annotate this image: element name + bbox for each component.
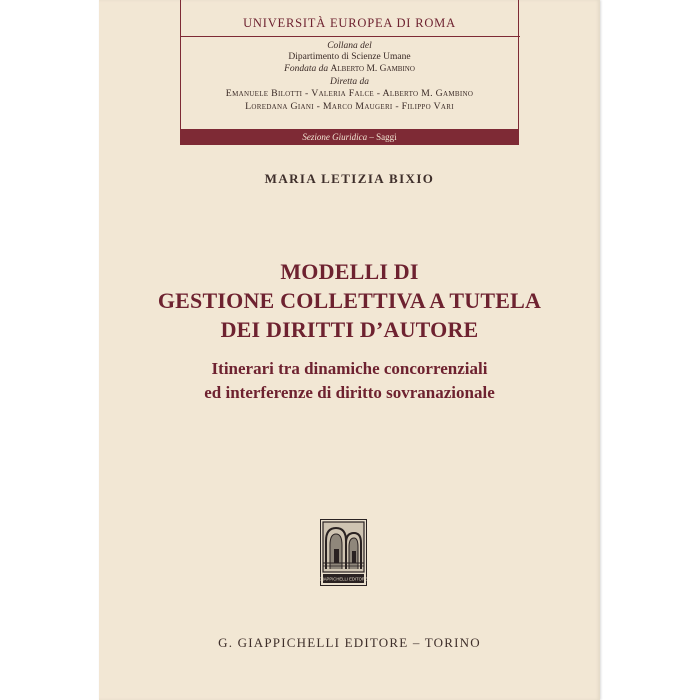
founder-name: Alberto M. Gambino	[330, 64, 415, 75]
title-line-1: MODELLI DI	[280, 259, 419, 284]
book-cover	[99, 0, 600, 700]
directed-label: Diretta da	[330, 77, 369, 88]
publisher-logo-icon	[320, 519, 367, 586]
section-type: Saggi	[376, 132, 397, 142]
directors-line-1: Emanuele Bilotti - Valeria Falce - Alberto M. Gambino	[225, 88, 474, 100]
series-header	[180, 0, 519, 145]
university-name: UNIVERSITÀ EUROPEA DI ROMA	[243, 16, 456, 30]
section-bar	[181, 129, 518, 145]
department-name: Dipartimento di Scienze Umane	[288, 52, 411, 63]
founder-line	[181, 63, 518, 75]
directors-line-2: Loredana Giani - Marco Maugeri - Filippo Vari	[245, 101, 454, 113]
publisher-imprint: G. GIAPPICHELLI EDITORE – TORINO	[218, 635, 481, 650]
subtitle-line-2: ed interferenze di diritto sovranazionale	[204, 383, 495, 402]
book-title	[99, 257, 600, 344]
header-divider	[181, 36, 520, 37]
subtitle-line-1: Itinerari tra dinamiche concorrenziali	[211, 359, 488, 378]
founded-label: Fondata da	[284, 64, 329, 75]
section-separator: –	[369, 132, 374, 142]
title-line-2: GESTIONE COLLETTIVA A TUTELA	[157, 288, 542, 313]
collana-label: Collana del	[327, 41, 372, 52]
logo-text: GIAPPICHELLI EDITORE	[320, 576, 367, 582]
section-label: Sezione Giuridica	[302, 132, 368, 142]
title-line-3: DEI DIRITTI D’AUTORE	[220, 317, 479, 342]
book-subtitle	[99, 357, 600, 405]
author-name: MARIA LETIZIA BIXIO	[264, 171, 435, 186]
